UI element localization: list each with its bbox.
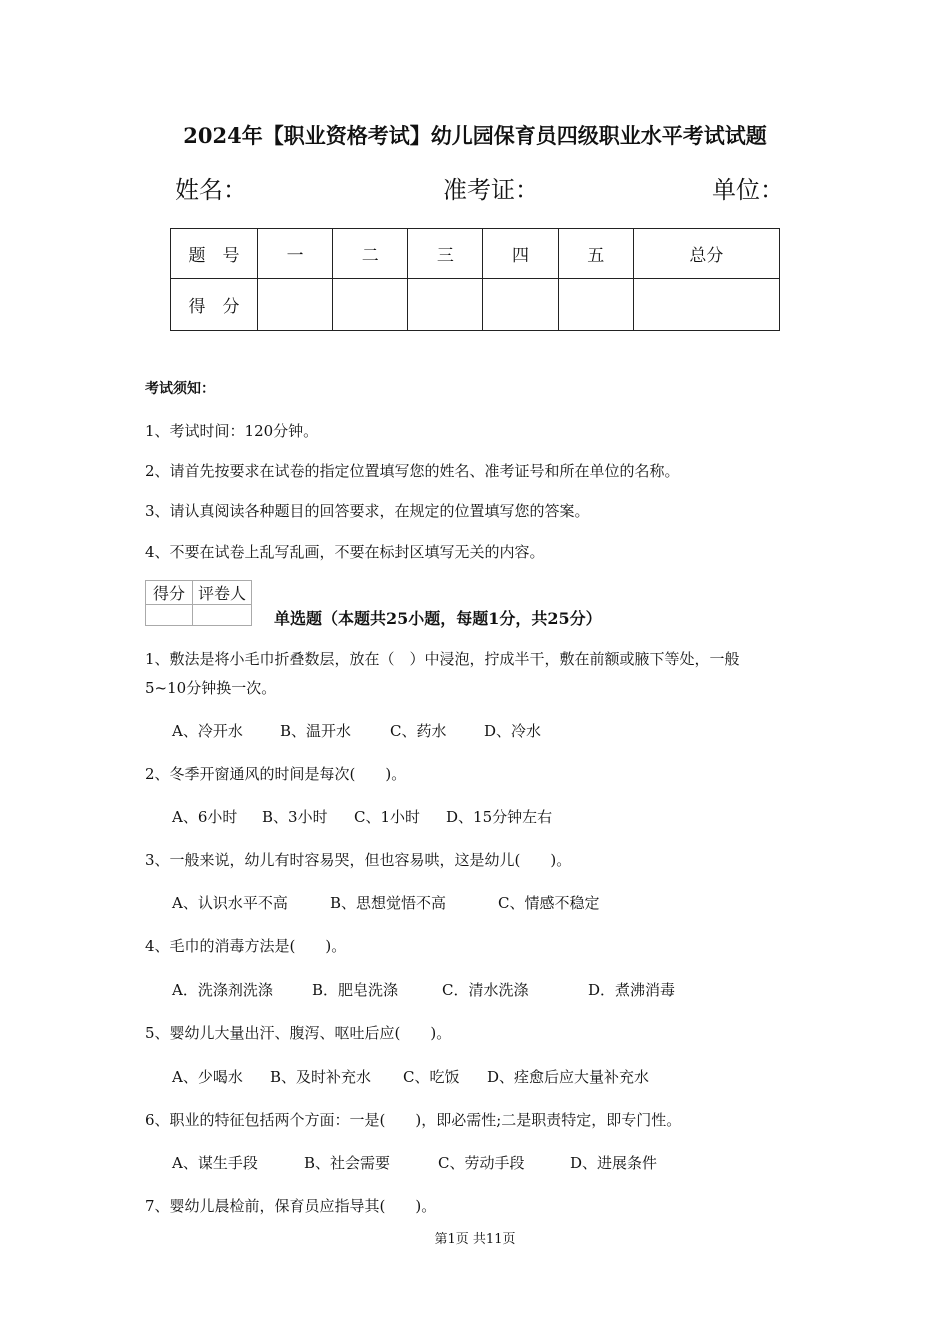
score-header-cell: 总分 [633,229,779,279]
option[interactable]: C、1小时 [354,808,421,826]
option[interactable]: D．煮沸消毒 [588,981,676,999]
question-3-options [172,892,599,913]
score-row-label: 得 分 [171,279,258,331]
page-footer: 第1页 共11页 [434,1232,516,1247]
option[interactable]: D、痊愈后应大量补充水 [487,1068,650,1086]
notice-item: 4、不要在试卷上乱写乱画，不要在标封区填写无关的内容。 [145,543,545,561]
option[interactable]: A、冷开水 [172,722,243,740]
grader-score-cell[interactable] [146,605,193,626]
option[interactable]: A、少喝水 [172,1068,243,1086]
question-7: 7、婴幼儿晨检前，保育员应指导其( )。 [145,1197,437,1215]
notice-item: 2、请首先按要求在试卷的指定位置填写您的姓名、准考证号和所在单位的名称。 [145,462,680,480]
grader-reviewer-cell[interactable] [193,605,252,626]
question-5-options [172,1066,649,1087]
score-header-cell: 二 [333,229,408,279]
question-4-options [172,979,675,1000]
option[interactable]: B、温开水 [280,722,352,740]
score-header-cell: 五 [558,229,633,279]
question-3: 3、一般来说，幼儿有时容易哭，但也容易哄，这是幼儿( )。 [145,851,572,869]
score-table-score-row [171,279,780,331]
option[interactable]: B．肥皂洗涤 [312,981,399,999]
score-header-cell: 三 [408,229,483,279]
score-input-cell[interactable] [258,279,333,331]
option[interactable]: C、吃饭 [403,1068,460,1086]
option[interactable]: C．清水洗涤 [442,981,529,999]
question-2-options [172,806,552,827]
option[interactable]: D、15分钟左右 [446,808,553,826]
option[interactable]: B、社会需要 [304,1154,391,1172]
option[interactable]: A．洗涤剂洗涤 [172,981,273,999]
question-1: 1、敷法是将小毛巾折叠数层，放在（ ）中浸泡，拧成半干，敷在前额或腋下等处，一般 [145,650,740,668]
option[interactable]: C、劳动手段 [438,1154,525,1172]
option[interactable]: D、进展条件 [570,1154,658,1172]
option[interactable]: B、及时补充水 [270,1068,372,1086]
question-2: 2、冬季开窗通风的时间是每次( )。 [145,765,407,783]
question-4: 4、毛巾的消毒方法是( )。 [145,937,347,955]
section-heading: 单选题（本题共25小题，每题1分，共25分） [274,609,602,628]
exam-number-label: 准考证： [443,176,539,204]
score-input-cell[interactable] [333,279,408,331]
option[interactable]: A、认识水平不高 [172,894,288,912]
question-1-options [172,720,541,741]
option[interactable]: D、冷水 [484,722,542,740]
unit-label: 单位： [712,176,784,204]
notice-item: 1、考试时间：120分钟。 [145,422,319,440]
score-input-cell[interactable] [483,279,558,331]
option[interactable]: B、思想觉悟不高 [330,894,447,912]
score-table [170,228,780,331]
score-input-cell[interactable] [408,279,483,331]
question-6-options [172,1152,657,1173]
option[interactable]: B、3小时 [262,808,328,826]
grader-table [145,580,252,626]
option[interactable]: C、药水 [390,722,447,740]
score-header-cell: 四 [483,229,558,279]
score-input-cell[interactable] [633,279,779,331]
notice-title: 考试须知： [145,381,215,397]
option[interactable]: A、谋生手段 [172,1154,258,1172]
question-6: 6、职业的特征包括两个方面：一是( )，即必需性;二是职责特定，即专门性。 [145,1111,682,1129]
option[interactable]: C、情感不稳定 [498,894,600,912]
score-table-header-row [171,229,780,279]
score-header-cell: 题 号 [171,229,258,279]
grader-score-label: 得分 [146,581,193,605]
score-header-cell: 一 [258,229,333,279]
notice-item: 3、请认真阅读各种题目的回答要求，在规定的位置填写您的答案。 [145,502,590,520]
name-label: 姓名： [175,176,247,204]
grader-reviewer-label: 评卷人 [193,581,252,605]
option[interactable]: A、6小时 [172,808,238,826]
question-5: 5、婴幼儿大量出汗、腹泻、呕吐后应( )。 [145,1024,452,1042]
page-title: 2024年【职业资格考试】幼儿园保育员四级职业水平考试试题 [183,123,767,148]
question-1-continued: 5~10分钟换一次。 [145,679,277,697]
score-input-cell[interactable] [558,279,633,331]
